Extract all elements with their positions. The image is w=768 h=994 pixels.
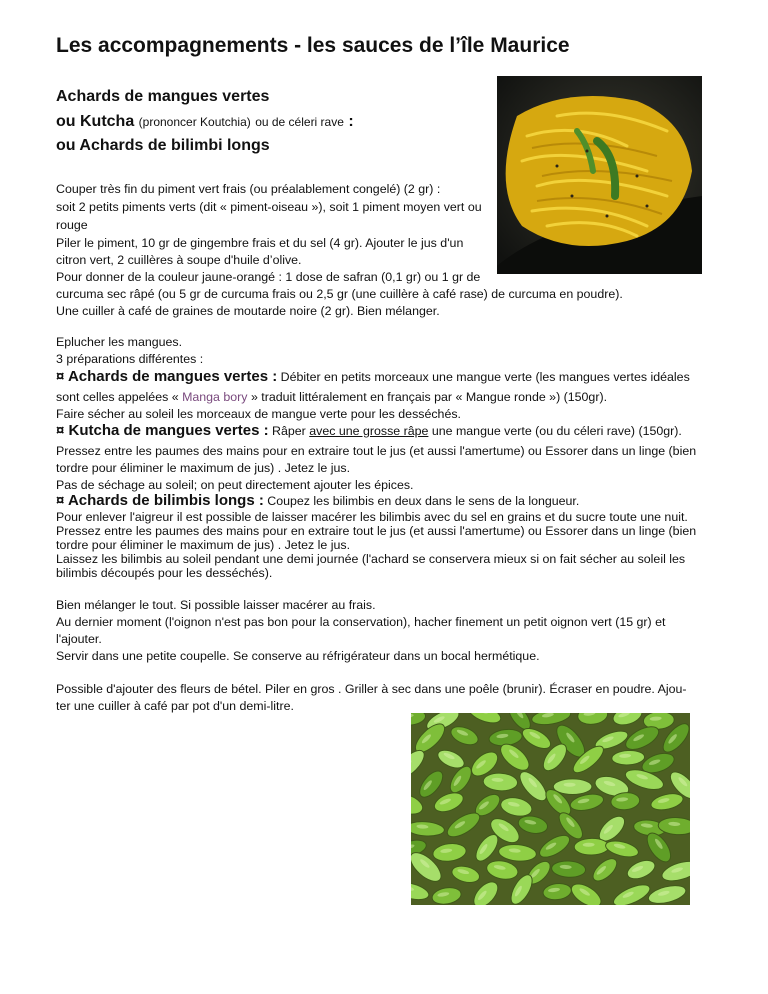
- prep-intro-line-2: 3 préparations différentes :: [56, 352, 204, 366]
- bilimbi-highlight: [564, 783, 576, 787]
- heading-line-1: Achards de mangues vertes: [56, 88, 270, 105]
- bilimbis-photo-drawing: [411, 713, 690, 905]
- finish-line-3: l'ajouter.: [56, 632, 102, 646]
- prep-intro-line-1: Eplucher les mangues.: [56, 335, 183, 349]
- prep2-title-line: [56, 422, 682, 440]
- heading-line-3: ou Achards de bilimbi longs: [56, 137, 270, 154]
- intro-line-7: curcuma sec râpé (ou 5 gr de curcuma frais ou 2,5 gr (une cuillère à café rase) de curcuma en poudre).: [56, 287, 623, 301]
- heading-line-2: [56, 113, 354, 131]
- intro-line-2: soit 2 petits piments verts (dit « piment-oiseau »), soit 1 piment moyen vert ou: [56, 200, 482, 214]
- intro-line-1: Couper très fin du piment vert frais (ou préalablement congelé) (2 gr) :: [56, 182, 441, 196]
- prep2-lead: ¤ Kutcha de mangues vertes :: [56, 422, 269, 439]
- prep2-text-before: Râper: [272, 424, 310, 438]
- prep1-text: Débiter en petits morceaux une mangue verte (les mangues vertes idéales: [280, 370, 690, 384]
- heading-celeri: ou de céleri rave: [255, 115, 344, 129]
- prep1-line2-before: sont celles appelées «: [56, 390, 183, 404]
- intro-line-4: Piler le piment, 10 gr de gingembre frais et du sel (4 gr). Ajouter le jus d'un: [56, 236, 464, 250]
- prep3-line-2: Pressez entre les paumes des mains pour en extraire tout le jus (et aussi l'amertume) ou Essorer dans un linge (bien: [56, 524, 697, 538]
- prep1-line-3: Faire sécher au soleil les morceaux de mangue verte pour les desséchés.: [56, 407, 461, 421]
- prep3-text: Coupez les bilimbis en deux dans le sens de la longueur.: [267, 494, 580, 508]
- finish-line-1: Bien mélanger le tout. Si possible laisser macérer au frais.: [56, 598, 376, 612]
- heading-kutcha: ou Kutcha: [56, 113, 135, 130]
- achards-photo: [497, 76, 702, 274]
- prep2-text-after: une mangue verte (ou du céleri rave) (150gr).: [428, 424, 682, 438]
- prep2-line-3: tordre pour éliminer le maximum de jus) . Jetez le jus.: [56, 461, 351, 475]
- prep2-line-4: Pas de séchage au soleil; on peut directement ajouter les épices.: [56, 478, 414, 492]
- prep3-line-3: tordre pour éliminer le maximum de jus) . Jetez le jus.: [56, 538, 351, 552]
- achards-photo-drawing: [497, 76, 702, 274]
- bilimbis-photo: [411, 713, 690, 905]
- intro-line-3: rouge: [56, 218, 88, 232]
- intro-line-6: Pour donner de la couleur jaune-orangé : 1 dose de safran (0,1 gr) ou 1 gr de: [56, 270, 481, 284]
- bilimbi-fruit: [574, 838, 609, 855]
- prep1-line-2: [56, 389, 607, 405]
- prep3-line-4: Laissez les bilimbis au soleil pendant une demi journée (l'achard se conservera mieux si on fait sécher au soleil les: [56, 552, 686, 566]
- finish-line-4: Servir dans une petite coupelle. Se conserve au réfrigérateur dans un bocal hermétique.: [56, 649, 540, 663]
- prep1-title-line: [56, 368, 690, 386]
- betel-line-2: ter une cuiller à café par pot d'un demi-litre.: [56, 699, 294, 713]
- prep2-line-2: Pressez entre les paumes des mains pour en extraire tout le jus (et aussi l'amertume) ou Essorer dans un linge (bien: [56, 444, 697, 458]
- heading-colon: :: [348, 113, 354, 130]
- intro-line-5: citron vert, 2 cuillères à soupe d'huile d’olive.: [56, 253, 302, 267]
- prep3-line-1: Pour enlever l'aigreur il est possible de laisser macérer les bilimbis avec du sel en grains et du sucre toute une nuit.: [56, 510, 688, 524]
- prep2-text-underline: avec une grosse râpe: [309, 424, 429, 438]
- manga-bory-link[interactable]: Manga bory: [182, 390, 248, 404]
- prep3-line-5: bilimbis découpés pour les desséchés).: [56, 566, 273, 580]
- prep3-lead: ¤ Achards de bilimbis longs :: [56, 492, 264, 509]
- prep3-title-line: [56, 492, 579, 510]
- prep1-line2-after: » traduit littéralement en français par « Mangue ronde ») (150gr).: [247, 390, 608, 404]
- finish-line-2: Au dernier moment (l'oignon n'est pas bon pour la conservation), hacher finement un petit oignon vert (15 gr) et: [56, 615, 666, 629]
- betel-line-1: Possible d'ajouter des fleurs de bétel. Piler en gros . Griller à sec dans une poêle (brunir). Écraser en poudre. Ajou-: [56, 682, 687, 696]
- page-title: Les accompagnements - les sauces de l’île Maurice: [56, 34, 570, 57]
- prep1-lead: ¤ Achards de mangues vertes :: [56, 368, 278, 385]
- heading-pronunciation: (prononcer Koutchia): [138, 115, 251, 129]
- intro-line-8: Une cuiller à café de graines de moutarde noire (2 gr). Bien mélanger.: [56, 304, 440, 318]
